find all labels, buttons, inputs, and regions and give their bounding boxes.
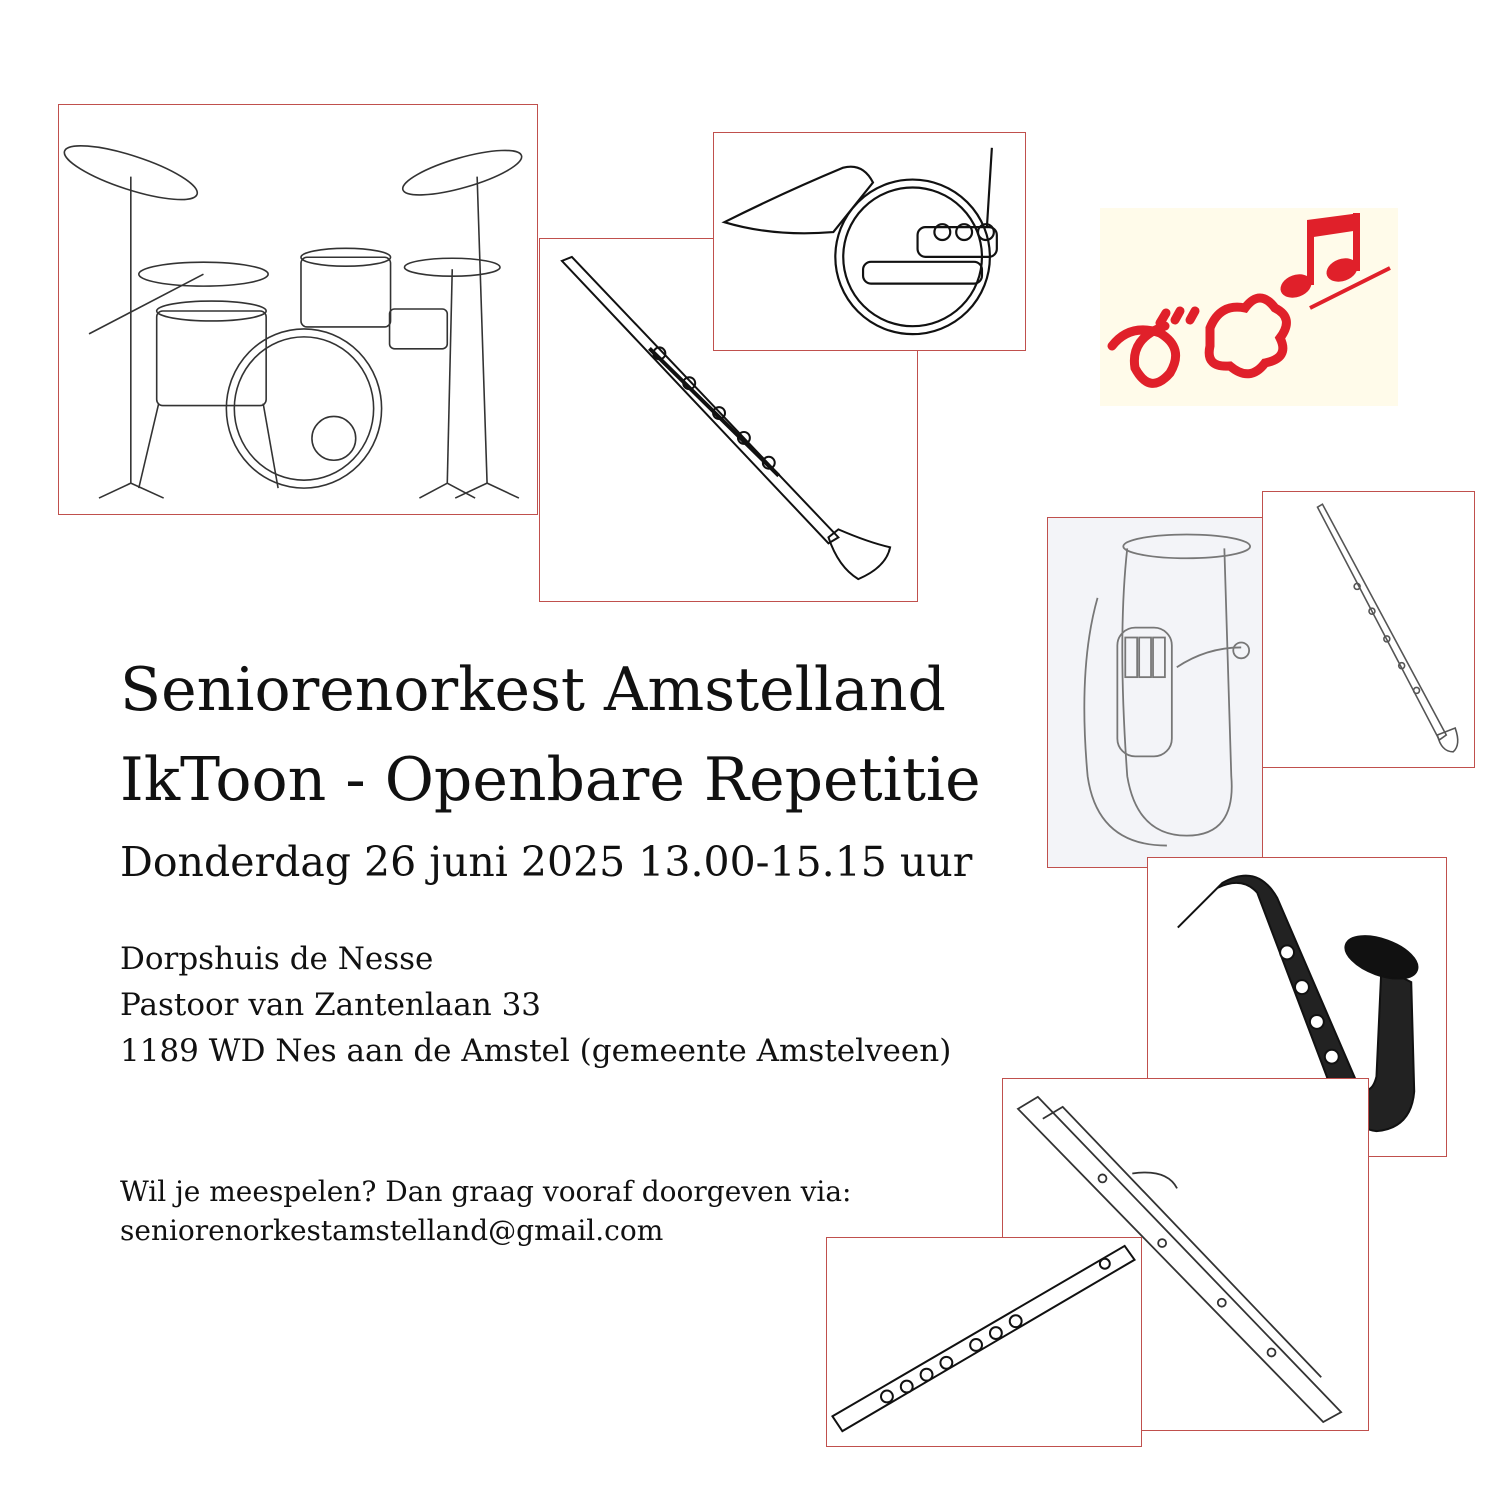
french-horn-icon xyxy=(714,133,1025,350)
euphonium-frame xyxy=(1047,517,1263,868)
signup-email[interactable]: seniorenorkestamstelland@gmail.com xyxy=(120,1214,664,1247)
page-title: Seniorenorkest Amstelland xyxy=(120,655,946,725)
drum-kit-frame xyxy=(58,104,538,515)
drum-kit-icon xyxy=(59,105,537,514)
signup-info xyxy=(120,1172,852,1250)
venue-street: Pastoor van Zantenlaan 33 xyxy=(120,987,542,1023)
flute-frame xyxy=(826,1237,1142,1447)
page-subtitle: IkToon - Openbare Repetitie xyxy=(120,745,981,815)
venue-address xyxy=(120,936,951,1074)
venue-city: 1189 WD Nes aan de Amstel (gemeente Amstelveen) xyxy=(120,1033,952,1069)
orchestra-logo-icon xyxy=(1100,208,1398,406)
french-horn-frame xyxy=(713,132,1026,351)
oboe-icon xyxy=(1263,492,1474,767)
signup-text: Wil je meespelen? Dan graag vooraf doorgeven via: xyxy=(120,1175,852,1208)
venue-name: Dorpshuis de Nesse xyxy=(120,941,434,977)
event-date: Donderdag 26 juni 2025 13.00-15.15 uur xyxy=(120,838,973,886)
oboe-frame xyxy=(1262,491,1475,768)
orchestra-logo xyxy=(1100,208,1398,406)
flute-icon xyxy=(827,1238,1141,1446)
euphonium-icon xyxy=(1048,518,1262,867)
